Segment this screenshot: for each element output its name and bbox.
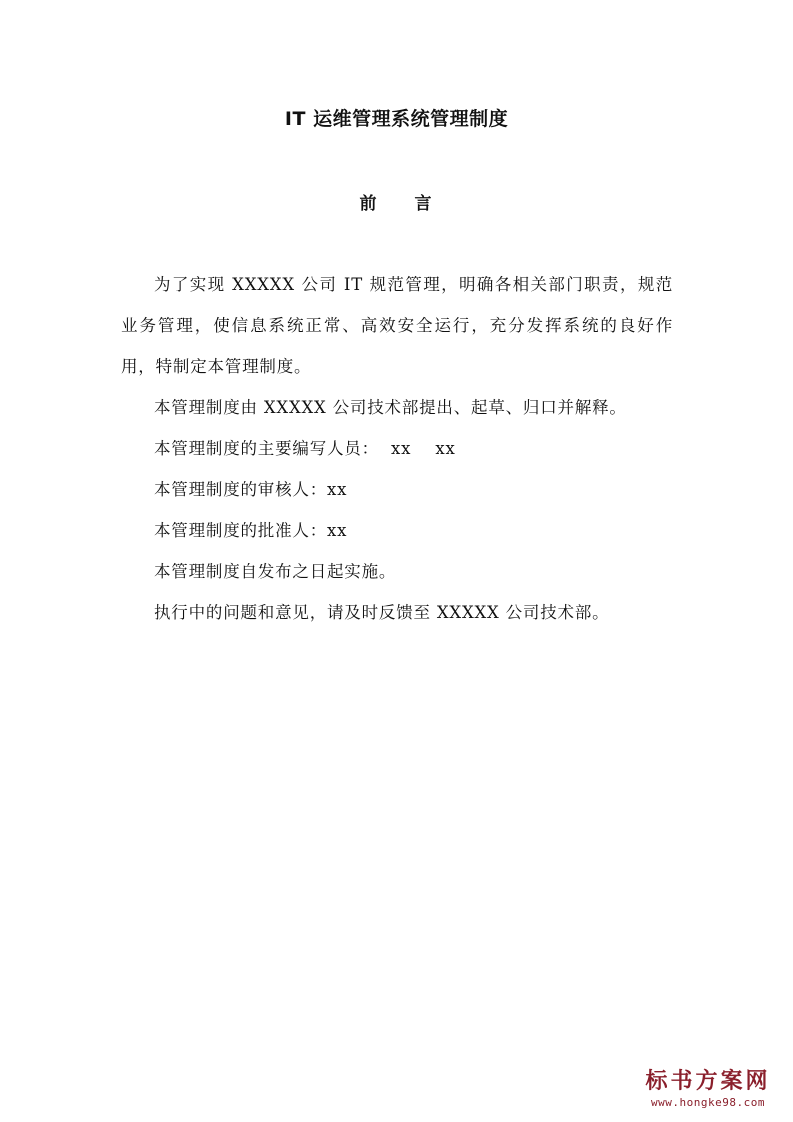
section-heading-char-2: 言 [414,194,434,214]
section-heading-preface [0,189,793,214]
paragraph-approver: 本管理制度的批准人：xx [154,521,348,540]
paragraph-reviewer: 本管理制度的审核人：xx [154,480,348,499]
paragraph-drafter: 本管理制度由 XXXXX 公司技术部提出、起草、归口并解释。 [154,398,627,417]
watermark-name: 标书方案网 [645,1069,771,1094]
document-title: IT 运维管理系统管理制度 [284,108,509,130]
section-heading-char-1: 前 [359,194,379,214]
paragraph-effective-date: 本管理制度自发布之日起实施。 [154,562,397,581]
paragraph-purpose: 为了实现 XXXXX 公司 IT 规范管理，明确各相关部门职责，规范业务管理，使信息系统正常、高效安全运行，充分发挥系统的良好作用，特制定本管理制度。 [121,275,673,376]
watermark-logo [633,1068,783,1110]
paragraph-feedback: 执行中的问题和意见，请及时反馈至 XXXXX 公司技术部。 [154,603,610,622]
watermark-url: www.hongke98.com [651,1096,765,1109]
paragraph-authors: 本管理制度的主要编写人员： xx xx [154,439,456,458]
document-body [121,264,673,633]
